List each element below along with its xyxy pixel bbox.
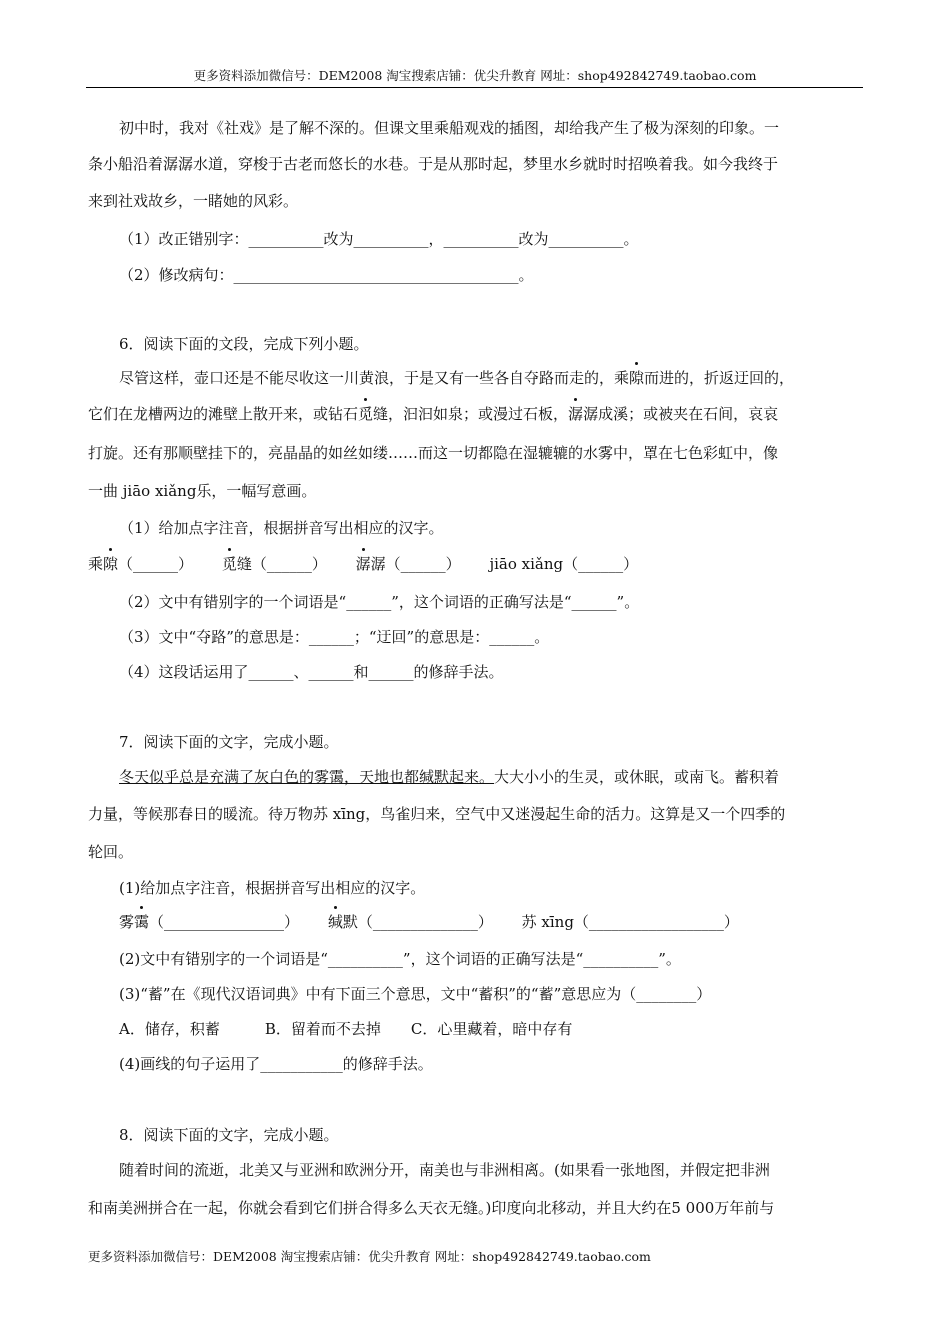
underlined-sentence: 冬天似乎总是充满了灰白色的雾霭，天地也都缄默起来。 (119, 768, 495, 786)
question-line: (1)给加点字注音，根据拼音写出相应的汉字。 (119, 879, 426, 897)
question-options: A．储存，积蓄 B．留着而不去掉 C．心里藏着，暗中存有 (119, 1020, 573, 1038)
dotted-char: 潺 (568, 405, 584, 423)
paragraph-line: 来到社戏故乡，一睹她的风彩。 (88, 192, 299, 210)
question-line: （2）文中有错别字的一个词语是“______”，这个词语的正确写法是“______”。 (119, 593, 640, 611)
question-line: （2）修改病句：______________________________________。 (119, 266, 534, 284)
question-heading: 6．阅读下面的文段，完成下列小题。 (119, 335, 369, 353)
paragraph-line: 它们在龙槽两边的滩壁上散开来，或钻石觅缝，汩汩如泉；或漫过石板，潺潺成溪；或被夹在石间，哀哀 (88, 405, 779, 423)
page-header: 更多资料添加微信号：DEM2008 淘宝搜索店铺：优尖升教育 网址：shop492842749.taobao.com (193, 68, 757, 83)
paragraph-line: 力量，等候那春日的暖流。待万物苏 xīng，鸟雀归来，空气中又迷漫起生命的活力。这算是又一个四季的 (88, 805, 786, 823)
paragraph-line: 尽管这样，壶口还是不能尽收这一川黄浪，于是又有一些各自夺路而走的，乘隙而进的，折返迂回的， (119, 369, 795, 387)
question-line: (4)画线的句子运用了___________的修辞手法。 (119, 1055, 433, 1073)
page-footer: 更多资料添加微信号：DEM2008 淘宝搜索店铺：优尖升教育 网址：shop492842749.taobao.com (88, 1249, 651, 1264)
paragraph-line: 冬天似乎总是充满了灰白色的雾霭，天地也都缄默起来。大大小小的生灵，或休眠，或南飞。蓄积着 (119, 768, 780, 786)
paragraph-line: 轮回。 (88, 843, 134, 861)
paragraph-line: 和南美洲拼合在一起，你就会看到它们拼合得多么天衣无缝。)印度向北移动，并且大约在5 000万年前与 (88, 1199, 775, 1217)
answer-blanks: 乘隙（______） 觅缝（______） 潺潺（______） jiāo xiǎng（______） (88, 555, 639, 573)
header-divider (86, 87, 863, 88)
dotted-char: 觅 (358, 405, 374, 423)
question-heading: 7．阅读下面的文字，完成小题。 (119, 733, 339, 751)
paragraph-line: 随着时间的流逝，北美又与亚洲和欧洲分开，南美也与非洲相离。(如果看一张地图，并假定把非洲 (119, 1161, 770, 1179)
paragraph-line: 打旋。还有那顺壁挂下的，亮晶晶的如丝如缕……而这一切都隐在湿辘辘的水雾中，罩在七色彩虹中，像 (88, 444, 779, 462)
paragraph-line: 初中时，我对《社戏》是了解不深的。但课文里乘船观戏的插图，却给我产生了极为深刻的印象。一 (119, 119, 780, 137)
question-line: (3)“蓄”在《现代汉语词典》中有下面三个意思，文中“蓄积”的“蓄”意思应为（________） (119, 985, 712, 1003)
question-line: （1）改正错别字：__________改为__________，__________改为__________。 (119, 230, 639, 248)
paragraph-line: 条小船沿着潺潺水道，穿梭于古老而悠长的水巷。于是从那时起，梦里水乡就时时招唤着我。如今我终于 (88, 155, 779, 173)
question-line: (2)文中有错别字的一个词语是“__________”，这个词语的正确写法是“__________”。 (119, 950, 681, 968)
question-line: （1）给加点字注音，根据拼音写出相应的汉字。 (119, 519, 444, 537)
paragraph-line: 一曲 jiāo xiǎng乐，一幅写意画。 (88, 482, 317, 500)
dotted-char: 隙 (629, 369, 645, 387)
answer-blanks: 雾霭（________________） 缄默（______________） 苏 xīng（__________________） (119, 913, 739, 931)
question-heading: 8．阅读下面的文字，完成小题。 (119, 1126, 339, 1144)
question-line: （3）文中“夺路”的意思是：______；“迂回”的意思是：______。 (119, 628, 550, 646)
question-line: （4）这段话运用了______、______和______的修辞手法。 (119, 663, 504, 681)
